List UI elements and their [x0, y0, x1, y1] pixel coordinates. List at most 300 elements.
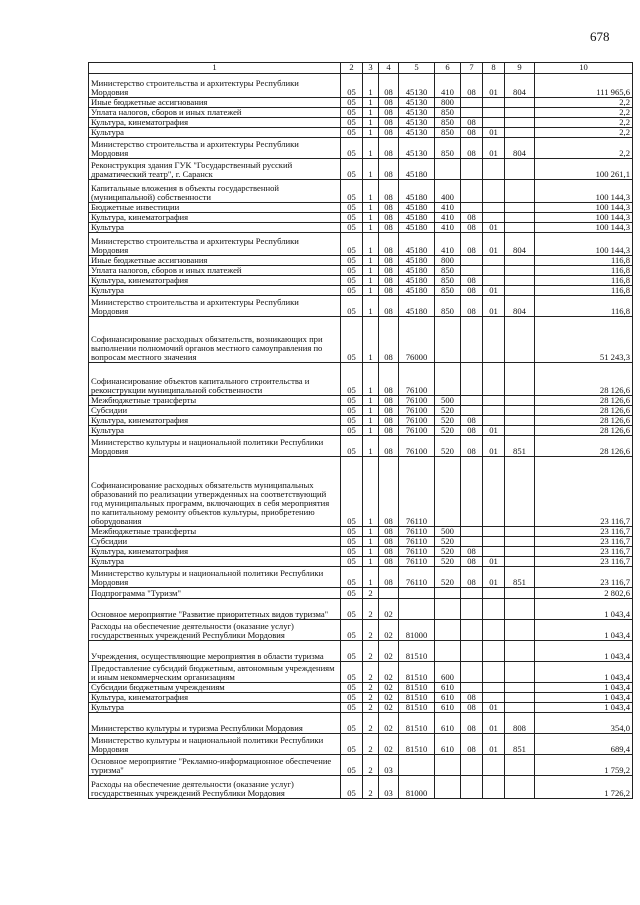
code-cell: [505, 457, 535, 527]
row-name: Межбюджетные трансферты: [89, 527, 341, 537]
row-name: Культура: [89, 223, 341, 233]
code-cell: [435, 641, 461, 662]
code-cell: [461, 266, 483, 276]
code-cell: 1: [363, 537, 379, 547]
code-cell: 81510: [399, 693, 435, 703]
header-cell: 1: [89, 63, 341, 74]
code-cell: 05: [341, 363, 363, 396]
code-cell: 08: [461, 426, 483, 436]
code-cell: 08: [379, 256, 399, 266]
row-name: Софинансирование расходных обязательств муниципальных образований по реализации утвержденных на соответствующий год муниципальных программ, включающих в себя мероприятия по капитальному ремонту объектов культуры, приобретению оборудования: [89, 457, 341, 527]
code-cell: 76110: [399, 567, 435, 588]
code-cell: 76100: [399, 396, 435, 406]
code-cell: 1: [363, 128, 379, 138]
amount-cell: 1 043,4: [535, 620, 633, 641]
amount-cell: 1 043,4: [535, 703, 633, 713]
code-cell: [435, 588, 461, 599]
table-row: [89, 138, 633, 159]
code-cell: 520: [435, 406, 461, 416]
code-cell: [483, 406, 505, 416]
code-cell: 410: [435, 203, 461, 213]
code-cell: 05: [341, 662, 363, 683]
code-cell: 08: [461, 557, 483, 567]
code-cell: 08: [379, 317, 399, 363]
code-cell: [435, 457, 461, 527]
code-cell: 1: [363, 180, 379, 203]
code-cell: [505, 693, 535, 703]
code-cell: 08: [379, 233, 399, 256]
row-name: Реконструкция здания ГУК "Государственный русский драматический театр", г. Саранск: [89, 159, 341, 180]
code-cell: 05: [341, 547, 363, 557]
table-row: [89, 557, 633, 567]
amount-cell: 100 144,3: [535, 233, 633, 256]
code-cell: 05: [341, 159, 363, 180]
row-name: Уплата налогов, сборов и иных платежей: [89, 266, 341, 276]
code-cell: 05: [341, 703, 363, 713]
code-cell: 2: [363, 755, 379, 776]
code-cell: 520: [435, 537, 461, 547]
code-cell: [461, 406, 483, 416]
code-cell: 05: [341, 416, 363, 426]
code-cell: 08: [461, 213, 483, 223]
code-cell: 08: [461, 703, 483, 713]
code-cell: 05: [341, 588, 363, 599]
table-row: [89, 693, 633, 703]
code-cell: [483, 203, 505, 213]
code-cell: 05: [341, 128, 363, 138]
code-cell: [505, 527, 535, 537]
code-cell: 1: [363, 276, 379, 286]
code-cell: 08: [461, 693, 483, 703]
code-cell: 45180: [399, 203, 435, 213]
code-cell: 08: [379, 286, 399, 296]
code-cell: 05: [341, 256, 363, 266]
code-cell: [483, 118, 505, 128]
code-cell: 05: [341, 567, 363, 588]
code-cell: [505, 662, 535, 683]
code-cell: 81510: [399, 662, 435, 683]
code-cell: 05: [341, 557, 363, 567]
code-cell: [483, 159, 505, 180]
code-cell: [483, 276, 505, 286]
code-cell: 76100: [399, 416, 435, 426]
code-cell: [505, 256, 535, 266]
code-cell: 02: [379, 683, 399, 693]
row-name: Культура: [89, 557, 341, 567]
code-cell: 1: [363, 286, 379, 296]
code-cell: [461, 317, 483, 363]
code-cell: 01: [483, 296, 505, 317]
row-name: Министерство строительства и архитектуры Республики Мордовия: [89, 138, 341, 159]
code-cell: 08: [379, 396, 399, 406]
amount-cell: 116,8: [535, 286, 633, 296]
code-cell: 08: [379, 108, 399, 118]
code-cell: 1: [363, 213, 379, 223]
table-row: [89, 662, 633, 683]
code-cell: 1: [363, 547, 379, 557]
row-name: Иные бюджетные ассигнования: [89, 256, 341, 266]
code-cell: 08: [379, 180, 399, 203]
amount-cell: 28 126,6: [535, 436, 633, 457]
code-cell: 08: [461, 436, 483, 457]
code-cell: 05: [341, 223, 363, 233]
code-cell: 1: [363, 363, 379, 396]
code-cell: 02: [379, 713, 399, 734]
code-cell: 45130: [399, 108, 435, 118]
code-cell: [461, 588, 483, 599]
code-cell: 610: [435, 734, 461, 755]
code-cell: [483, 776, 505, 799]
code-cell: 03: [379, 776, 399, 799]
amount-cell: 116,8: [535, 266, 633, 276]
amount-cell: 116,8: [535, 256, 633, 266]
code-cell: 08: [461, 286, 483, 296]
code-cell: 2: [363, 776, 379, 799]
table-row: [89, 363, 633, 396]
code-cell: 08: [379, 213, 399, 223]
row-name: Культура, кинематография: [89, 547, 341, 557]
code-cell: [379, 588, 399, 599]
code-cell: [435, 620, 461, 641]
amount-cell: 23 116,7: [535, 547, 633, 557]
code-cell: 2: [363, 588, 379, 599]
code-cell: 08: [379, 416, 399, 426]
code-cell: 2: [363, 703, 379, 713]
code-cell: [505, 537, 535, 547]
row-name: Культура, кинематография: [89, 693, 341, 703]
row-name: Министерство культуры и национальной политики Республики Мордовия: [89, 734, 341, 755]
code-cell: 1: [363, 203, 379, 213]
table-row: [89, 108, 633, 118]
code-cell: 08: [461, 118, 483, 128]
amount-cell: 28 126,6: [535, 363, 633, 396]
row-name: Предоставление субсидий бюджетным, автономным учреждениям и иным некоммерческим организациям: [89, 662, 341, 683]
table-row: [89, 537, 633, 547]
code-cell: 08: [379, 276, 399, 286]
code-cell: 08: [461, 233, 483, 256]
row-name: Софинансирование расходных обязательств, возникающих при выполнении полномочий органов местного самоуправления по вопросам местного значения: [89, 317, 341, 363]
row-name: Основное мероприятие "Развитие приоритетных видов туризма": [89, 599, 341, 620]
code-cell: 08: [379, 363, 399, 396]
code-cell: [461, 98, 483, 108]
row-name: Субсидии: [89, 406, 341, 416]
row-name: Субсидии: [89, 537, 341, 547]
code-cell: 05: [341, 620, 363, 641]
code-cell: [461, 641, 483, 662]
code-cell: 400: [435, 180, 461, 203]
row-name: Субсидии бюджетным учреждениям: [89, 683, 341, 693]
code-cell: 81000: [399, 620, 435, 641]
row-name: Культура, кинематография: [89, 276, 341, 286]
code-cell: 1: [363, 457, 379, 527]
code-cell: 520: [435, 436, 461, 457]
code-cell: 08: [379, 457, 399, 527]
code-cell: 01: [483, 713, 505, 734]
code-cell: 410: [435, 213, 461, 223]
table-row: [89, 159, 633, 180]
code-cell: 45180: [399, 286, 435, 296]
code-cell: 05: [341, 203, 363, 213]
code-cell: [461, 256, 483, 266]
amount-cell: 28 126,6: [535, 426, 633, 436]
code-cell: 45180: [399, 296, 435, 317]
code-cell: [505, 180, 535, 203]
row-name: Культура: [89, 426, 341, 436]
code-cell: 01: [483, 233, 505, 256]
code-cell: [505, 286, 535, 296]
code-cell: [461, 662, 483, 683]
code-cell: 05: [341, 118, 363, 128]
code-cell: 02: [379, 734, 399, 755]
code-cell: 76110: [399, 557, 435, 567]
code-cell: 76100: [399, 426, 435, 436]
code-cell: 05: [341, 734, 363, 755]
amount-cell: 2,2: [535, 118, 633, 128]
code-cell: 850: [435, 108, 461, 118]
code-cell: 08: [379, 426, 399, 436]
amount-cell: 100 261,1: [535, 159, 633, 180]
code-cell: 520: [435, 426, 461, 436]
amount-cell: 1 043,4: [535, 662, 633, 683]
header-cell: 4: [379, 63, 399, 74]
code-cell: 08: [379, 203, 399, 213]
table-row: [89, 98, 633, 108]
table-row: [89, 213, 633, 223]
code-cell: 08: [461, 138, 483, 159]
code-cell: 804: [505, 233, 535, 256]
code-cell: 808: [505, 713, 535, 734]
code-cell: 1: [363, 557, 379, 567]
code-cell: 01: [483, 286, 505, 296]
code-cell: 08: [461, 734, 483, 755]
code-cell: [505, 128, 535, 138]
code-cell: 08: [379, 138, 399, 159]
header-cell: 3: [363, 63, 379, 74]
code-cell: [483, 599, 505, 620]
row-name: Уплата налогов, сборов и иных платежей: [89, 108, 341, 118]
code-cell: 45180: [399, 266, 435, 276]
code-cell: 81510: [399, 683, 435, 693]
code-cell: [483, 317, 505, 363]
code-cell: [461, 537, 483, 547]
code-cell: 45180: [399, 223, 435, 233]
code-cell: 05: [341, 276, 363, 286]
amount-cell: 2,2: [535, 128, 633, 138]
code-cell: 45180: [399, 159, 435, 180]
code-cell: 01: [483, 138, 505, 159]
header-cell: 6: [435, 63, 461, 74]
code-cell: [483, 588, 505, 599]
code-cell: 2: [363, 734, 379, 755]
code-cell: 1: [363, 256, 379, 266]
code-cell: 01: [483, 557, 505, 567]
code-cell: [505, 588, 535, 599]
amount-cell: 100 144,3: [535, 203, 633, 213]
code-cell: 1: [363, 396, 379, 406]
table-row: [89, 620, 633, 641]
code-cell: 08: [379, 74, 399, 98]
table-row: [89, 118, 633, 128]
code-cell: [505, 223, 535, 233]
amount-cell: 23 116,7: [535, 457, 633, 527]
code-cell: 1: [363, 108, 379, 118]
code-cell: [399, 599, 435, 620]
code-cell: [505, 276, 535, 286]
code-cell: 08: [379, 98, 399, 108]
code-cell: 08: [461, 567, 483, 588]
code-cell: [483, 662, 505, 683]
row-name: Учреждения, осуществляющие мероприятия в области туризма: [89, 641, 341, 662]
code-cell: 1: [363, 223, 379, 233]
table-row: [89, 776, 633, 799]
code-cell: [435, 363, 461, 396]
table-row: [89, 641, 633, 662]
code-cell: 520: [435, 416, 461, 426]
code-cell: 850: [435, 266, 461, 276]
code-cell: 05: [341, 641, 363, 662]
budget-table: [88, 62, 633, 799]
code-cell: [505, 159, 535, 180]
code-cell: 610: [435, 713, 461, 734]
code-cell: 08: [379, 118, 399, 128]
amount-cell: 111 965,6: [535, 74, 633, 98]
code-cell: 02: [379, 703, 399, 713]
code-cell: 804: [505, 296, 535, 317]
table-row: [89, 588, 633, 599]
code-cell: [461, 527, 483, 537]
table-row: [89, 256, 633, 266]
code-cell: [435, 776, 461, 799]
amount-cell: 51 243,3: [535, 317, 633, 363]
code-cell: 81510: [399, 703, 435, 713]
code-cell: 2: [363, 693, 379, 703]
code-cell: 850: [435, 286, 461, 296]
code-cell: [435, 159, 461, 180]
code-cell: [483, 396, 505, 406]
amount-cell: 1 043,4: [535, 599, 633, 620]
code-cell: [461, 159, 483, 180]
code-cell: 850: [435, 128, 461, 138]
page-number: 678: [590, 29, 610, 44]
code-cell: 02: [379, 662, 399, 683]
table-row: [89, 233, 633, 256]
code-cell: 05: [341, 108, 363, 118]
code-cell: [461, 363, 483, 396]
code-cell: 02: [379, 620, 399, 641]
code-cell: 45130: [399, 118, 435, 128]
code-cell: 850: [435, 138, 461, 159]
code-cell: 45130: [399, 74, 435, 98]
code-cell: 45180: [399, 256, 435, 266]
code-cell: 01: [483, 734, 505, 755]
code-cell: 851: [505, 567, 535, 588]
row-name: Расходы на обеспечение деятельности (оказание услуг) государственных учреждений Республики Мордовия: [89, 620, 341, 641]
table-row: [89, 599, 633, 620]
code-cell: 600: [435, 662, 461, 683]
code-cell: 08: [379, 567, 399, 588]
code-cell: 81000: [399, 776, 435, 799]
code-cell: 08: [461, 128, 483, 138]
code-cell: 81510: [399, 641, 435, 662]
amount-cell: 100 144,3: [535, 180, 633, 203]
amount-cell: 100 144,3: [535, 223, 633, 233]
code-cell: 02: [379, 693, 399, 703]
table-row: [89, 276, 633, 286]
code-cell: 05: [341, 213, 363, 223]
code-cell: 05: [341, 406, 363, 416]
code-cell: [505, 776, 535, 799]
code-cell: [461, 108, 483, 118]
code-cell: 2: [363, 683, 379, 693]
code-cell: 500: [435, 396, 461, 406]
code-cell: [505, 396, 535, 406]
code-cell: [483, 693, 505, 703]
code-cell: 1: [363, 317, 379, 363]
row-name: Подпрограмма "Туризм": [89, 588, 341, 599]
row-name: Софинансирование объектов капитального строительства и реконструкции муниципальной собственности: [89, 363, 341, 396]
code-cell: 1: [363, 436, 379, 457]
amount-cell: 116,8: [535, 296, 633, 317]
header-cell: 10: [535, 63, 633, 74]
table-row: [89, 296, 633, 317]
amount-cell: 2,2: [535, 108, 633, 118]
row-name: Иные бюджетные ассигнования: [89, 98, 341, 108]
code-cell: [505, 620, 535, 641]
row-name: Министерство культуры и национальной политики Республики Мордовия: [89, 436, 341, 457]
code-cell: [505, 683, 535, 693]
code-cell: 01: [483, 703, 505, 713]
code-cell: [461, 180, 483, 203]
code-cell: 08: [379, 527, 399, 537]
code-cell: 1: [363, 138, 379, 159]
row-name: Культура, кинематография: [89, 213, 341, 223]
code-cell: 81510: [399, 734, 435, 755]
code-cell: 08: [461, 223, 483, 233]
code-cell: 610: [435, 693, 461, 703]
code-cell: 08: [379, 223, 399, 233]
table-row: [89, 406, 633, 416]
code-cell: [505, 203, 535, 213]
code-cell: [505, 599, 535, 620]
code-cell: 1: [363, 266, 379, 276]
code-cell: 1: [363, 426, 379, 436]
code-cell: 05: [341, 98, 363, 108]
code-cell: 05: [341, 296, 363, 317]
amount-cell: 28 126,6: [535, 396, 633, 406]
code-cell: 01: [483, 223, 505, 233]
code-cell: 05: [341, 683, 363, 693]
code-cell: 02: [379, 641, 399, 662]
code-cell: 05: [341, 138, 363, 159]
table-row: [89, 203, 633, 213]
code-cell: 02: [379, 599, 399, 620]
code-cell: 1: [363, 296, 379, 317]
code-cell: 08: [379, 537, 399, 547]
code-cell: 08: [379, 547, 399, 557]
row-name: Межбюджетные трансферты: [89, 396, 341, 406]
code-cell: 08: [461, 547, 483, 557]
code-cell: 2: [363, 662, 379, 683]
table-row: [89, 527, 633, 537]
amount-cell: 23 116,7: [535, 537, 633, 547]
code-cell: 76110: [399, 537, 435, 547]
code-cell: 05: [341, 180, 363, 203]
code-cell: 81510: [399, 713, 435, 734]
code-cell: 08: [461, 276, 483, 286]
code-cell: [505, 641, 535, 662]
code-cell: [435, 755, 461, 776]
code-cell: 851: [505, 734, 535, 755]
